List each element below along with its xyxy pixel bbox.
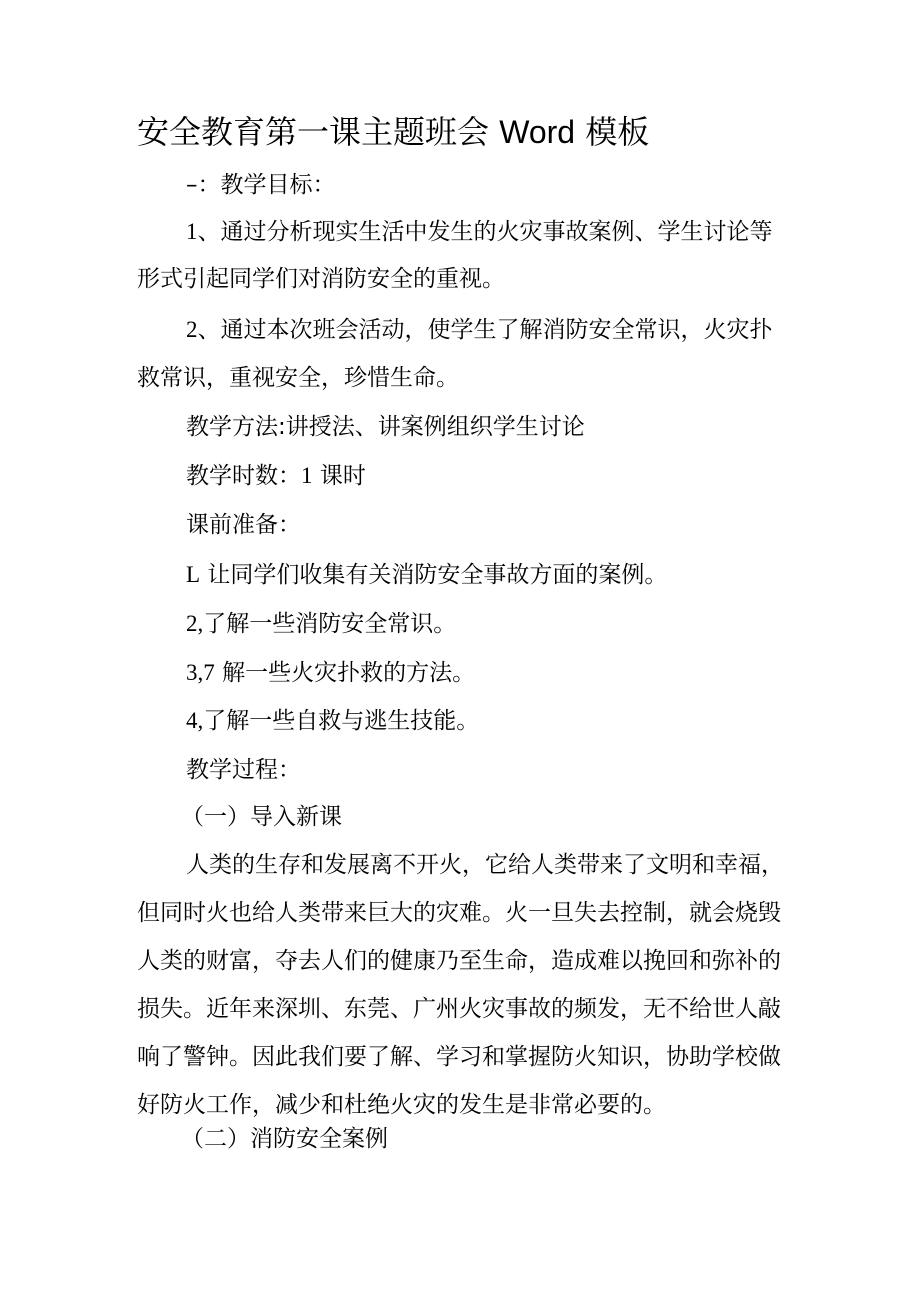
prep-1-text: 让同学们收集有关消防安全事故方面的案例。 [207,562,668,588]
document-title [137,110,649,154]
paragraph-line-5: 响了警钟。因此我们要了解、学习和掌握防火知识，协助学校做 [137,1044,781,1070]
goal-2-line-1 [186,314,773,346]
prep-1-number: L [186,562,201,587]
title-text-part-2: Word [499,114,576,150]
prep-3-number: 3,7 [186,660,215,685]
prep-4-text: 了解一些自救与逃生技能。 [203,708,480,734]
goal-2-number: 2 [186,317,198,342]
title-text-part-3: 模板 [585,113,650,151]
goal-2-text: 、通过本次班会活动，使学生了解消防安全常识，火灾扑 [197,317,773,343]
prep-2-number: 2, [186,611,204,636]
subsection-cases-heading: （二）消防安全案例 [181,1126,388,1152]
paragraph-line-6: 好防火工作，减少和杜绝火灾的发生是非常必要的。 [137,1092,666,1118]
teaching-method: 教学方法:讲授法、讲案例组织学生讨论 [186,414,585,440]
goal-2-line-2: 救常识，重视安全，珍惜生命。 [137,365,459,391]
paragraph-line-3: 人类的财富，夺去人们的健康乃至生命，造成难以挽回和弥补的 [137,948,781,974]
section-heading-teaching-goals: –：教学目标： [186,172,336,198]
prep-4-number: 4, [186,708,204,733]
goal-1-line-1 [186,216,773,248]
preparation-item-2 [186,608,456,640]
subsection-intro-heading: （一）导入新课 [181,804,342,830]
prep-3-text: 解一些火灾扑救的方法。 [222,660,476,686]
teaching-hours [186,460,366,492]
paragraph-line-2: 但同时火也给人类带来巨大的灾难。火一旦失去控制，就会烧毁 [137,900,781,926]
paragraph-line-1: 人类的生存和发展离不开火，它给人类带来了文明和幸福， [186,852,784,878]
goal-1-line-2: 形式引起同学们对消防安全的重视。 [137,266,505,292]
prep-2-text: 了解一些消防安全常识。 [203,611,457,637]
teaching-hours-number: 1 [301,463,313,488]
process-heading: 教学过程： [186,757,301,783]
teaching-hours-label: 教学时数： [186,463,301,489]
preparation-item-1 [186,559,667,591]
goal-1-number: 1 [186,219,198,244]
paragraph-line-4: 损失。近年来深圳、东莞、广州火灾事故的频发，无不给世人敲 [137,996,781,1022]
teaching-hours-unit: 课时 [319,463,366,489]
preparation-item-4 [186,705,479,737]
preparation-item-3 [186,657,475,689]
title-text-part-1: 安全教育第一课主题班会 [137,113,490,151]
preparation-heading: 课前准备： [186,512,301,538]
goal-1-text: 、通过分析现实生活中发生的火灾事故案例、学生讨论等 [197,219,773,245]
